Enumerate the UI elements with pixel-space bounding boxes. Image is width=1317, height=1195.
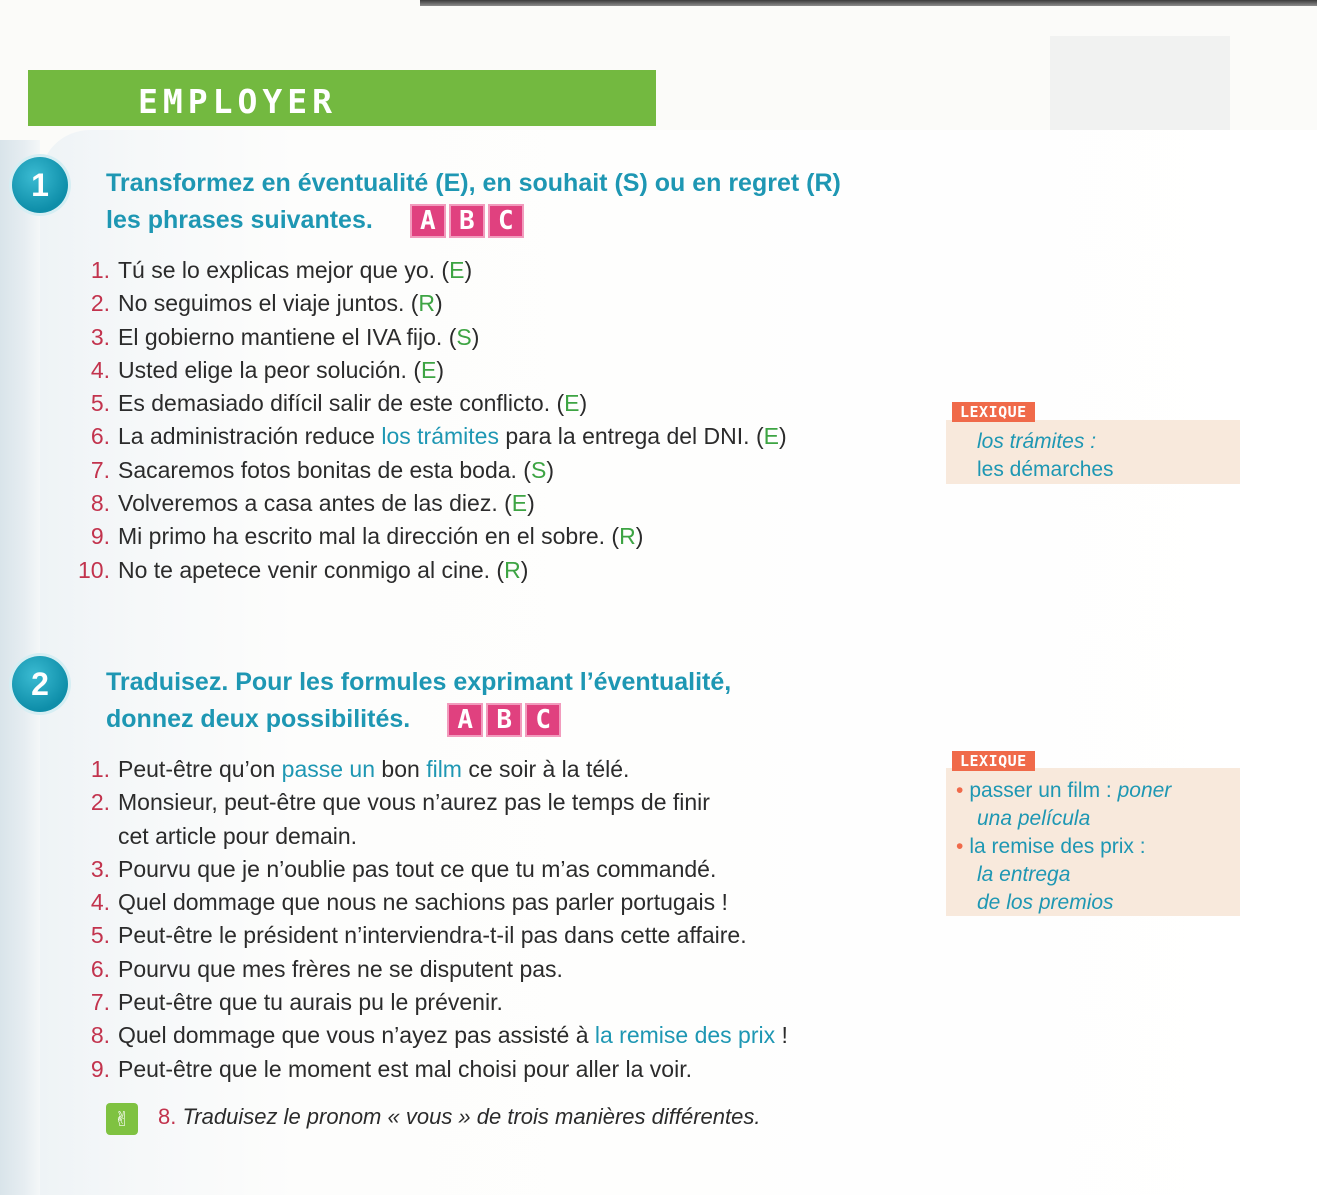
exercise-1-number: 1 [12,157,68,213]
lexique-2-entry-2-cont-b: de los premios [977,891,1114,914]
lexique-2-entry-1: • passer un film : poner [956,779,1172,802]
exercise-1-level-badges [410,204,524,238]
lexique-2-entry-2: • la remise des prix : [956,835,1146,858]
exercise-2-title [106,664,731,738]
lexique-1-term: los trámites : [977,430,1097,453]
section-title: EMPLOYER [138,82,337,121]
exercise-1-title-line2-text: les phrases suivantes. [106,206,373,234]
exercise-2-list [64,753,788,1086]
lexique-1-content [977,428,1114,484]
bullet-dot-icon: • [956,779,964,802]
list-item: 1. Tú se lo explicas mejor que yo. (E) [90,257,473,283]
list-item: 6. Pourvu que mes frères ne se disputent pas. [90,955,563,982]
exercise-2-number: 2 [12,656,68,712]
exercise-1-title-line2 [106,202,841,239]
list-item: 8. Quel dommage que vous n’ayez pas assisté à la remise des prix ! [90,1022,788,1049]
list-item: 2. No seguimos el viaje juntos. (R) [90,290,443,317]
level-badge-b: B [449,204,485,238]
lexique-2-entry-1-cont: una película [977,807,1091,830]
list-item: 6. La administración reduce los trámites para la entrega del DNI. (E) [90,423,787,450]
list-item: 3. El gobierno mantiene el IVA fijo. (S) [90,323,480,350]
exercise-2-title-line2 [106,701,731,738]
level-badge-c: C [488,204,524,238]
bullet-dot-icon: • [956,835,964,858]
page-top-shadow [420,0,1317,6]
level-badge-a: A [410,204,446,238]
lexique-1-definition: les démarches [977,458,1114,481]
list-item: 5. Es demasiado difícil salir de este conflicto. (E) [90,390,588,417]
list-item: 9. Mi primo ha escrito mal la dirección en el sobre. (R) [90,523,644,550]
section-banner [28,70,656,126]
list-item: 4. Usted elige la peor solución. (E) [90,356,445,383]
level-badge-b: B [486,703,522,737]
list-item: 3. Pourvu que je n’oublie pas tout ce que tu m’as commandé. [90,855,717,882]
list-item: 9. Peut-être que le moment est mal choisi pour aller la voir. [90,1055,692,1082]
level-badge-c: C [525,703,561,737]
list-item: 7. Sacaremos fotos bonitas de esta boda. (S) [90,456,554,483]
exercise-2-title-line2-text: donnez deux possibilités. [106,705,411,733]
exercise-1-list [64,254,787,587]
lexique-tag-2: LEXIQUE [952,751,1035,771]
exercise-1-title-line1: Transformez en éventualité (E), en souhait (S) ou en regret (R) [106,169,841,197]
list-item: 8. Volveremos a casa antes de las diez. (E) [90,490,535,517]
lexique-2-entry-2-cont-a: la entrega [977,863,1071,886]
list-item: 5. Peut-être le président n’interviendra-t-il pas dans cette affaire. [90,922,747,949]
lexique-tag-1: LEXIQUE [952,402,1035,422]
list-item: 1. Peut-être qu’on passe un bon film ce soir à la télé. [90,756,630,782]
exercise-2-title-line1: Traduisez. Pour les formules exprimant l’éventualité, [106,668,732,696]
level-badge-a: A [447,703,483,737]
thumbs-up-icon: ✌ [106,1103,138,1135]
exercise-2-level-badges [447,703,561,737]
lexique-2-content [956,777,1171,917]
list-item: 10. No te apetece venir conmigo al cine. (R) [78,556,529,583]
list-item: 7. Peut-être que tu aurais pu le prévenir. [90,989,503,1016]
tip-text: 8. Traduisez le pronom « vous » de trois manières différentes. [158,1104,761,1129]
exercise-1-title [106,165,841,239]
list-item: 4. Quel dommage que nous ne sachions pas parler portugais ! [90,889,728,916]
list-item: 2. Monsieur, peut-être que vous n’aurez pas le temps de finir cet article pour demain. [90,789,710,849]
